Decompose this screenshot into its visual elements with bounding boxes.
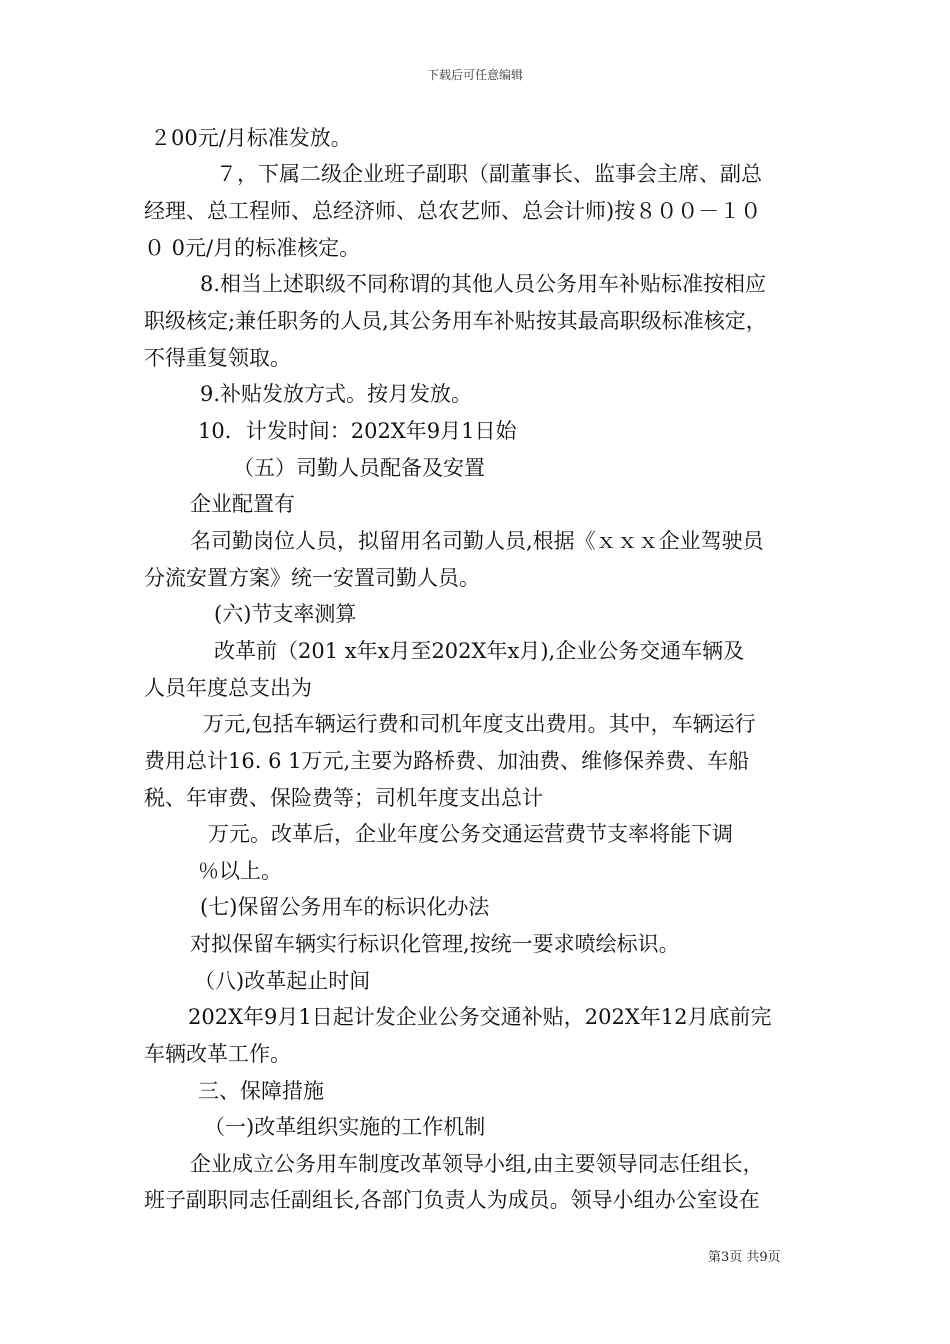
- section-heading: 三、保障措施: [198, 1079, 324, 1103]
- body-line: 班子副职同志任副组长,各部门负责人为成员。领导小组办公室设在: [144, 1188, 760, 1212]
- page-number: 第3页 共9页: [708, 1250, 781, 1265]
- body-line: 8.相当上述职级不同称谓的其他人员公务用车补贴标准按相应: [200, 272, 767, 296]
- body-line: ７，下属二级企业班子副职（副董事长、监事会主席、副总: [216, 162, 762, 186]
- body-line: 万元。改革后，企业年度公务交通运营费节支率将能下调: [208, 822, 733, 846]
- body-line: 车辆改革工作。: [144, 1042, 291, 1066]
- body-line: 经理、总工程师、总经济师、总农艺师、总会计师)按８００－１０: [144, 199, 762, 223]
- body-line: 9.补贴发放方式。按月发放。: [200, 382, 473, 406]
- body-line: 对拟保留车辆实行标识化管理,按统一要求喷绘标识。: [190, 932, 680, 956]
- section-heading: （五）司勤人员配备及安置: [233, 456, 485, 480]
- section-heading: (六)节支率测算: [214, 602, 357, 626]
- body-line: 分流安置方案》统一安置司勤人员。: [144, 566, 480, 590]
- section-heading: （八)改革起止时间: [194, 969, 371, 993]
- body-line: 不得重复领取。: [144, 346, 291, 370]
- body-line: ０ 0元/月的标准核定。: [144, 236, 361, 260]
- section-heading: （一)改革组织实施的工作机制: [204, 1115, 486, 1139]
- page-header-note: 下载后可任意编辑: [426, 68, 523, 82]
- body-line: ２00元/月标准发放。: [150, 126, 352, 150]
- body-line: 税、年审费、保险费等；司机年度支出总计: [144, 786, 543, 810]
- body-line: 企业配置有: [190, 492, 295, 516]
- body-line: 202X年9月1日起计发企业公务交通补贴，202X年12月底前完: [188, 1005, 772, 1029]
- section-heading: (七)保留公务用车的标识化办法: [200, 895, 490, 919]
- body-line: 万元,包括车辆运行费和司机年度支出费用。其中，车辆运行: [203, 712, 756, 736]
- body-line: 名司勤岗位人员，拟留用名司勤人员,根据《ｘｘｘ企业驾驶员: [190, 529, 764, 553]
- body-line: 10．计发时间：202X年9月1日始: [198, 419, 517, 443]
- body-line: 费用总计16. 6 1万元,主要为路桥费、加油费、维修保养费、车船: [144, 749, 750, 773]
- body-line: 职级核定;兼任职务的人员,其公务用车补贴按其最高职级标准核定，: [144, 309, 767, 333]
- body-line: 改革前（201 x年x月至202X年x月),企业公务交通车辆及: [214, 639, 745, 663]
- body-line: 企业成立公务用车制度改革领导小组,由主要领导同志任组长，: [190, 1152, 764, 1176]
- body-line: 人员年度总支出为: [144, 676, 312, 700]
- body-line: ％以上。: [198, 859, 282, 883]
